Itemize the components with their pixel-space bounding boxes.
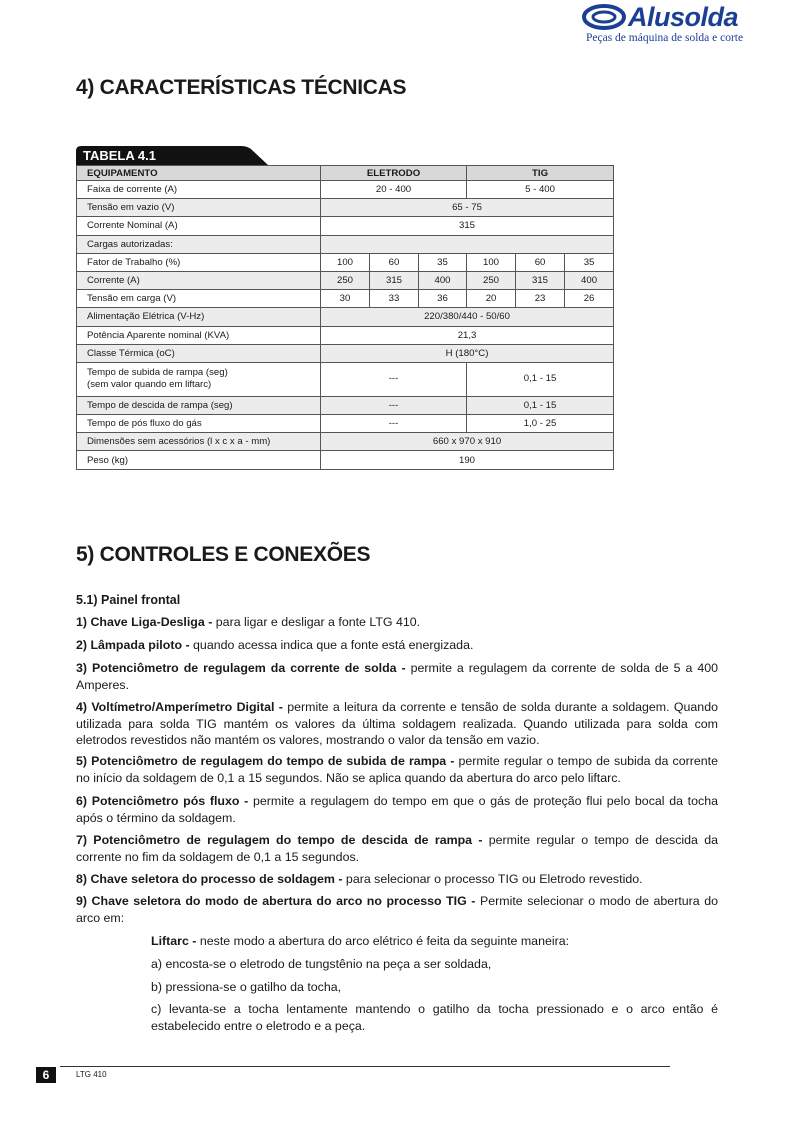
- table-row: [77, 362, 614, 396]
- liftarc-lead: Liftarc -: [151, 934, 197, 948]
- row-label: Potência Aparente nominal (KVA): [77, 326, 321, 344]
- cell-value: H (180°C): [321, 344, 614, 362]
- row-label: Tensão em carga (V): [77, 290, 321, 308]
- item-text: permite regular o tempo de subida da corrente no início da soldagem de 0,1 a 15 segundos. Não se aplica quando da abertura do arco pelo liftarc.: [76, 754, 718, 785]
- item-lead: 2) Lâmpada piloto -: [76, 638, 190, 652]
- table-row: [77, 433, 614, 451]
- table-row: [77, 199, 614, 217]
- item-text: para selecionar o processo TIG ou Eletrodo revestido.: [342, 872, 643, 886]
- row-label: Corrente (A): [77, 271, 321, 289]
- footer-model: LTG 410: [76, 1070, 107, 1079]
- table-row: [77, 415, 614, 433]
- cell-eletrodo: 20 - 400: [321, 181, 467, 199]
- cell-value: 30: [321, 290, 370, 308]
- table-row: [77, 253, 614, 271]
- cell-value: 35: [565, 253, 614, 271]
- logo-swoosh-icon: [582, 2, 630, 32]
- cell-value: 100: [321, 253, 370, 271]
- liftarc-text: neste modo a abertura do arco elétrico é feita da seguinte maneira:: [196, 934, 570, 948]
- cell-eletrodo: ---: [321, 415, 467, 433]
- row-label: Cargas autorizadas:: [77, 235, 321, 253]
- logo-brand-name: Alusolda: [628, 2, 739, 32]
- cell-value: 35: [419, 253, 467, 271]
- liftarc-intro: [151, 933, 718, 950]
- item-lead: 6) Potenciômetro pós fluxo -: [76, 794, 249, 808]
- row-label: [77, 362, 321, 396]
- cell-value: 660 x 970 x 910: [321, 433, 614, 451]
- item-text: Permite selecionar o modo de abertura do arco em:: [76, 894, 718, 925]
- item-text: permite regular o tempo de descida da corrente no fim da soldagem de 0,1 a 15 segundos.: [76, 833, 719, 864]
- cell-value: 33: [370, 290, 419, 308]
- item-text: permite a regulagem da corrente de solda de 5 a 400 Amperes.: [76, 661, 719, 692]
- item-text: quando acessa indica que a fonte está energizada.: [189, 638, 474, 652]
- table-caption: TABELA 4.1: [83, 148, 156, 163]
- list-item: [76, 793, 718, 826]
- row-label-line: (sem valor quando em liftarc): [87, 379, 212, 391]
- table-row: [77, 451, 614, 469]
- item-text: para ligar e desligar a fonte LTG 410.: [212, 615, 421, 629]
- item-lead: 9) Chave seletora do modo de abertura do arco no processo TIG -: [76, 894, 476, 908]
- brand-logo: [578, 2, 788, 46]
- cell-value: 21,3: [321, 326, 614, 344]
- cell-tig: 1,0 - 25: [467, 415, 614, 433]
- section-5-title: 5) CONTROLES E CONEXÕES: [76, 543, 371, 566]
- cell-tig: 0,1 - 15: [467, 396, 614, 414]
- cell-value: 400: [565, 271, 614, 289]
- cell-eletrodo: ---: [321, 362, 467, 396]
- section-4-title: 4) CARACTERÍSTICAS TÉCNICAS: [76, 76, 407, 99]
- cell-eletrodo: ---: [321, 396, 467, 414]
- cell-value: 315: [370, 271, 419, 289]
- item-lead: 5) Potenciômetro de regulagem do tempo de subida de rampa -: [76, 754, 455, 768]
- row-label-line: Tempo de subida de rampa (seg): [87, 367, 228, 379]
- cell-value: 60: [370, 253, 419, 271]
- row-label: Peso (kg): [77, 451, 321, 469]
- row-label: Tensão em vazio (V): [77, 199, 321, 217]
- list-item: [76, 614, 718, 631]
- liftarc-step: c) levanta-se a tocha lentamente mantendo o gatilho da tocha pressionado e o arco então é estabelecido entre o eletrodo e a peça.: [151, 1002, 718, 1033]
- cell-value: 220/380/440 - 50/60: [321, 308, 614, 326]
- cell-value: 36: [419, 290, 467, 308]
- row-label: Corrente Nominal (A): [77, 217, 321, 235]
- cell-value: 65 - 75: [321, 199, 614, 217]
- logo-tagline: Peças de máquina de solda e corte: [586, 32, 744, 44]
- table-row: [77, 344, 614, 362]
- cell-value: 60: [516, 253, 565, 271]
- item-lead: 3) Potenciômetro de regulagem da corrente de solda -: [76, 661, 406, 675]
- item-lead: 8) Chave seletora do processo de soldagem -: [76, 872, 343, 886]
- item-lead: 1) Chave Liga-Desliga -: [76, 615, 213, 629]
- table-row: [77, 326, 614, 344]
- table-row: [77, 290, 614, 308]
- table-tab: [76, 146, 268, 165]
- header-eletrodo: ELETRODO: [321, 166, 467, 181]
- row-label: Alimentação Elétrica (V-Hz): [77, 308, 321, 326]
- cell-value: 190: [321, 451, 614, 469]
- liftarc-step: b) pressiona-se o gatilho da tocha,: [151, 980, 342, 994]
- cell-value: 23: [516, 290, 565, 308]
- table-row: [77, 235, 614, 253]
- row-label: Fator de Trabalho (%): [77, 253, 321, 271]
- cell-value: 315: [321, 217, 614, 235]
- list-item: [76, 699, 718, 749]
- row-label: Tempo de pós fluxo do gás: [77, 415, 321, 433]
- table-row: [77, 396, 614, 414]
- list-item: [76, 753, 718, 786]
- liftarc-step: a) encosta-se o eletrodo de tungstênio na peça a ser soldada,: [151, 957, 492, 971]
- table-row: [77, 271, 614, 289]
- row-label: Tempo de descida de rampa (seg): [77, 396, 321, 414]
- table-row: [77, 217, 614, 235]
- cell-tig: 5 - 400: [467, 181, 614, 199]
- cell-value: 250: [467, 271, 516, 289]
- list-item: [76, 637, 718, 654]
- cell-value: 26: [565, 290, 614, 308]
- page-number: 6: [36, 1067, 56, 1083]
- cell-tig: 0,1 - 15: [467, 362, 614, 396]
- cell-value: 100: [467, 253, 516, 271]
- spec-table: [76, 165, 614, 470]
- subsection-title: 5.1) Painel frontal: [76, 593, 181, 607]
- item-lead: 7) Potenciômetro de regulagem do tempo de descida de rampa -: [76, 833, 483, 847]
- item-text: permite a leitura da corrente e tensão de solda durante a soldagem. Quando utilizada para solda TIG mantém os valores da última soldagem realizada. Quando utilizada para solda com eletrodos revestidos não mantém os valores, mostrando o valor da tensão em vazio.: [76, 700, 718, 748]
- cell-value: 315: [516, 271, 565, 289]
- item-text: permite a regulagem do tempo em que o gás de proteção flui pelo bocal da tocha após o término da soldagem.: [76, 794, 718, 825]
- item-lead: 4) Voltímetro/Amperímetro Digital -: [76, 700, 283, 714]
- list-item: [76, 893, 718, 926]
- list-item: [76, 660, 718, 693]
- list-item: [76, 832, 718, 865]
- row-label: Classe Térmica (oC): [77, 344, 321, 362]
- footer-divider: [60, 1066, 670, 1067]
- header-equipamento: EQUIPAMENTO: [77, 166, 321, 181]
- header-tig: TIG: [467, 166, 614, 181]
- cell-value: 20: [467, 290, 516, 308]
- row-label: Faixa de corrente (A): [77, 181, 321, 199]
- table-row: [77, 181, 614, 199]
- row-label: Dimensões sem acessórios (l x c x a - mm): [77, 433, 321, 451]
- list-item: [76, 871, 718, 888]
- cell-empty: [321, 235, 614, 253]
- table-row: [77, 308, 614, 326]
- cell-value: 250: [321, 271, 370, 289]
- table-header-row: [77, 166, 614, 181]
- cell-value: 400: [419, 271, 467, 289]
